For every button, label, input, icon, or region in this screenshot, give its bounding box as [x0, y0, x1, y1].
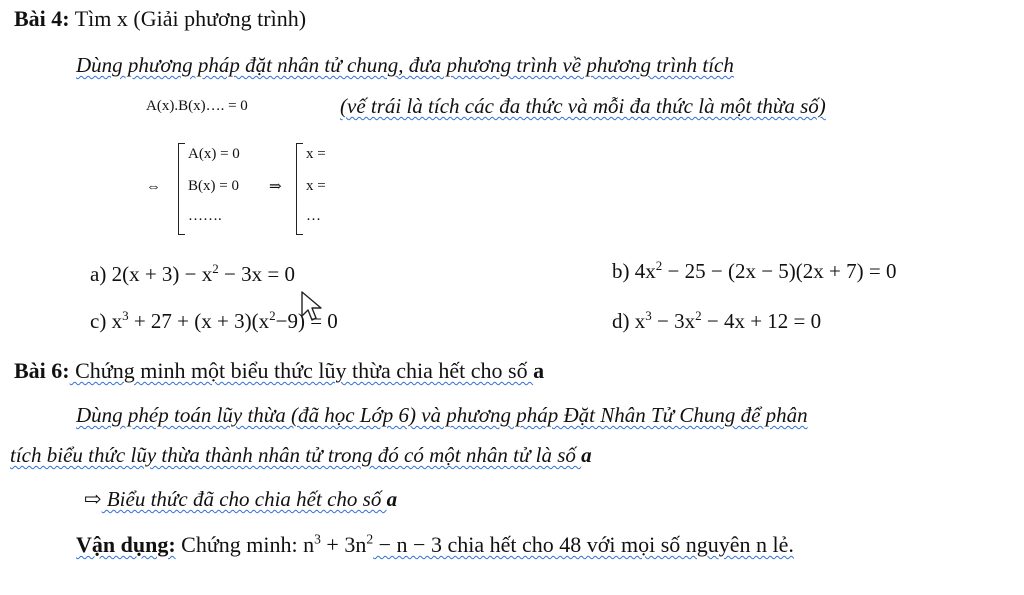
exercise-c-post: + 27 + (x + 3)(x	[128, 309, 270, 333]
exercise-a-exp: 2	[212, 260, 219, 276]
exercise-a-pre: 2(x + 3) − x	[111, 262, 213, 286]
bai6-heading	[14, 358, 544, 383]
exercise-a	[90, 262, 295, 286]
bai6-para2-a: a	[581, 443, 592, 467]
equiv-symbol: ⇔	[146, 179, 161, 195]
exercise-a-post: − 3x = 0	[218, 262, 295, 286]
exercise-c-end: −9) = 0	[275, 309, 338, 333]
apply-rest1: Chứng minh: n	[175, 532, 315, 557]
exercise-d-post: − 4x + 12 = 0	[701, 309, 822, 333]
apply-bold: Vận dụng:	[76, 532, 176, 557]
system-left-1: A(x) = 0	[188, 146, 240, 162]
bai6-para-line2	[10, 443, 592, 467]
exercise-b-label: b)	[612, 259, 630, 283]
exercise-c-pre: x	[111, 309, 123, 333]
right-bracket	[296, 143, 303, 235]
system-left-2: B(x) = 0	[188, 178, 239, 194]
bai4-title-bold: Bài 4:	[14, 6, 70, 31]
system-left-3: …….	[188, 208, 222, 224]
exercise-b-post: − 25 − (2x − 5)(2x + 7) = 0	[662, 259, 897, 283]
exercise-c-label: c)	[90, 309, 107, 333]
exercise-c-exp2: 2	[269, 307, 276, 323]
exercise-d-exp2: 2	[695, 307, 702, 323]
bai6-title-bold: Bài 6:	[14, 358, 70, 383]
conclusion-a: a	[386, 487, 398, 511]
bai4-title-rest: Tìm x (Giải phương trình)	[69, 6, 307, 31]
system-right-2: x =	[306, 178, 326, 194]
bai4-heading	[14, 6, 306, 31]
exercise-d-mid: − 3x	[651, 309, 696, 333]
implies-symbol: ⇒	[269, 179, 282, 195]
exercise-a-label: a)	[90, 262, 107, 286]
exercise-d-exp: 3	[645, 307, 652, 323]
exercise-b-pre: 4x	[634, 259, 656, 283]
bai6-conclusion	[84, 487, 397, 511]
product-note: (vế trái là tích các đa thức và mỗi đa thức là một thừa số)	[340, 94, 826, 118]
bai6-para-line1: Dùng phép toán lũy thừa (đã học Lớp 6) và phương pháp Đặt Nhân Tử Chung để phân	[76, 403, 808, 427]
bai6-title-a: a	[533, 358, 545, 383]
system-right-3: …	[306, 208, 321, 224]
apply-rest3: − n − 3 chia hết cho 48 với mọi số nguyên n lẻ.	[373, 532, 794, 557]
apply-exp2: 2	[366, 531, 374, 547]
exercise-c	[90, 309, 338, 333]
apply-exp1: 3	[314, 531, 321, 547]
system-right-1: x =	[306, 146, 326, 162]
bai4-instruction: Dùng phương pháp đặt nhân tử chung, đưa phương trình về phương trình tích	[76, 53, 734, 77]
apply-rest2: + 3n	[320, 532, 367, 557]
exercise-d-pre: x	[634, 309, 646, 333]
exercise-b	[612, 259, 896, 283]
bai6-para2-text: tích biểu thức lũy thừa thành nhân tử trong đó có một nhân tử là số	[10, 443, 582, 467]
conclusion-text: Biểu thức đã cho chia hết cho số	[101, 487, 387, 511]
exercise-b-exp: 2	[655, 257, 663, 273]
exercise-c-exp: 3	[122, 307, 129, 323]
arrow-icon: ⇨	[84, 487, 102, 511]
bai6-title-rest: Chứng minh một biểu thức lũy thừa chia hết cho số	[69, 358, 534, 383]
product-equation: A(x).B(x)…. = 0	[146, 98, 248, 114]
apply-line	[76, 532, 794, 557]
exercise-d-label: d)	[612, 309, 630, 333]
exercise-d	[612, 309, 821, 333]
left-bracket	[178, 143, 185, 235]
